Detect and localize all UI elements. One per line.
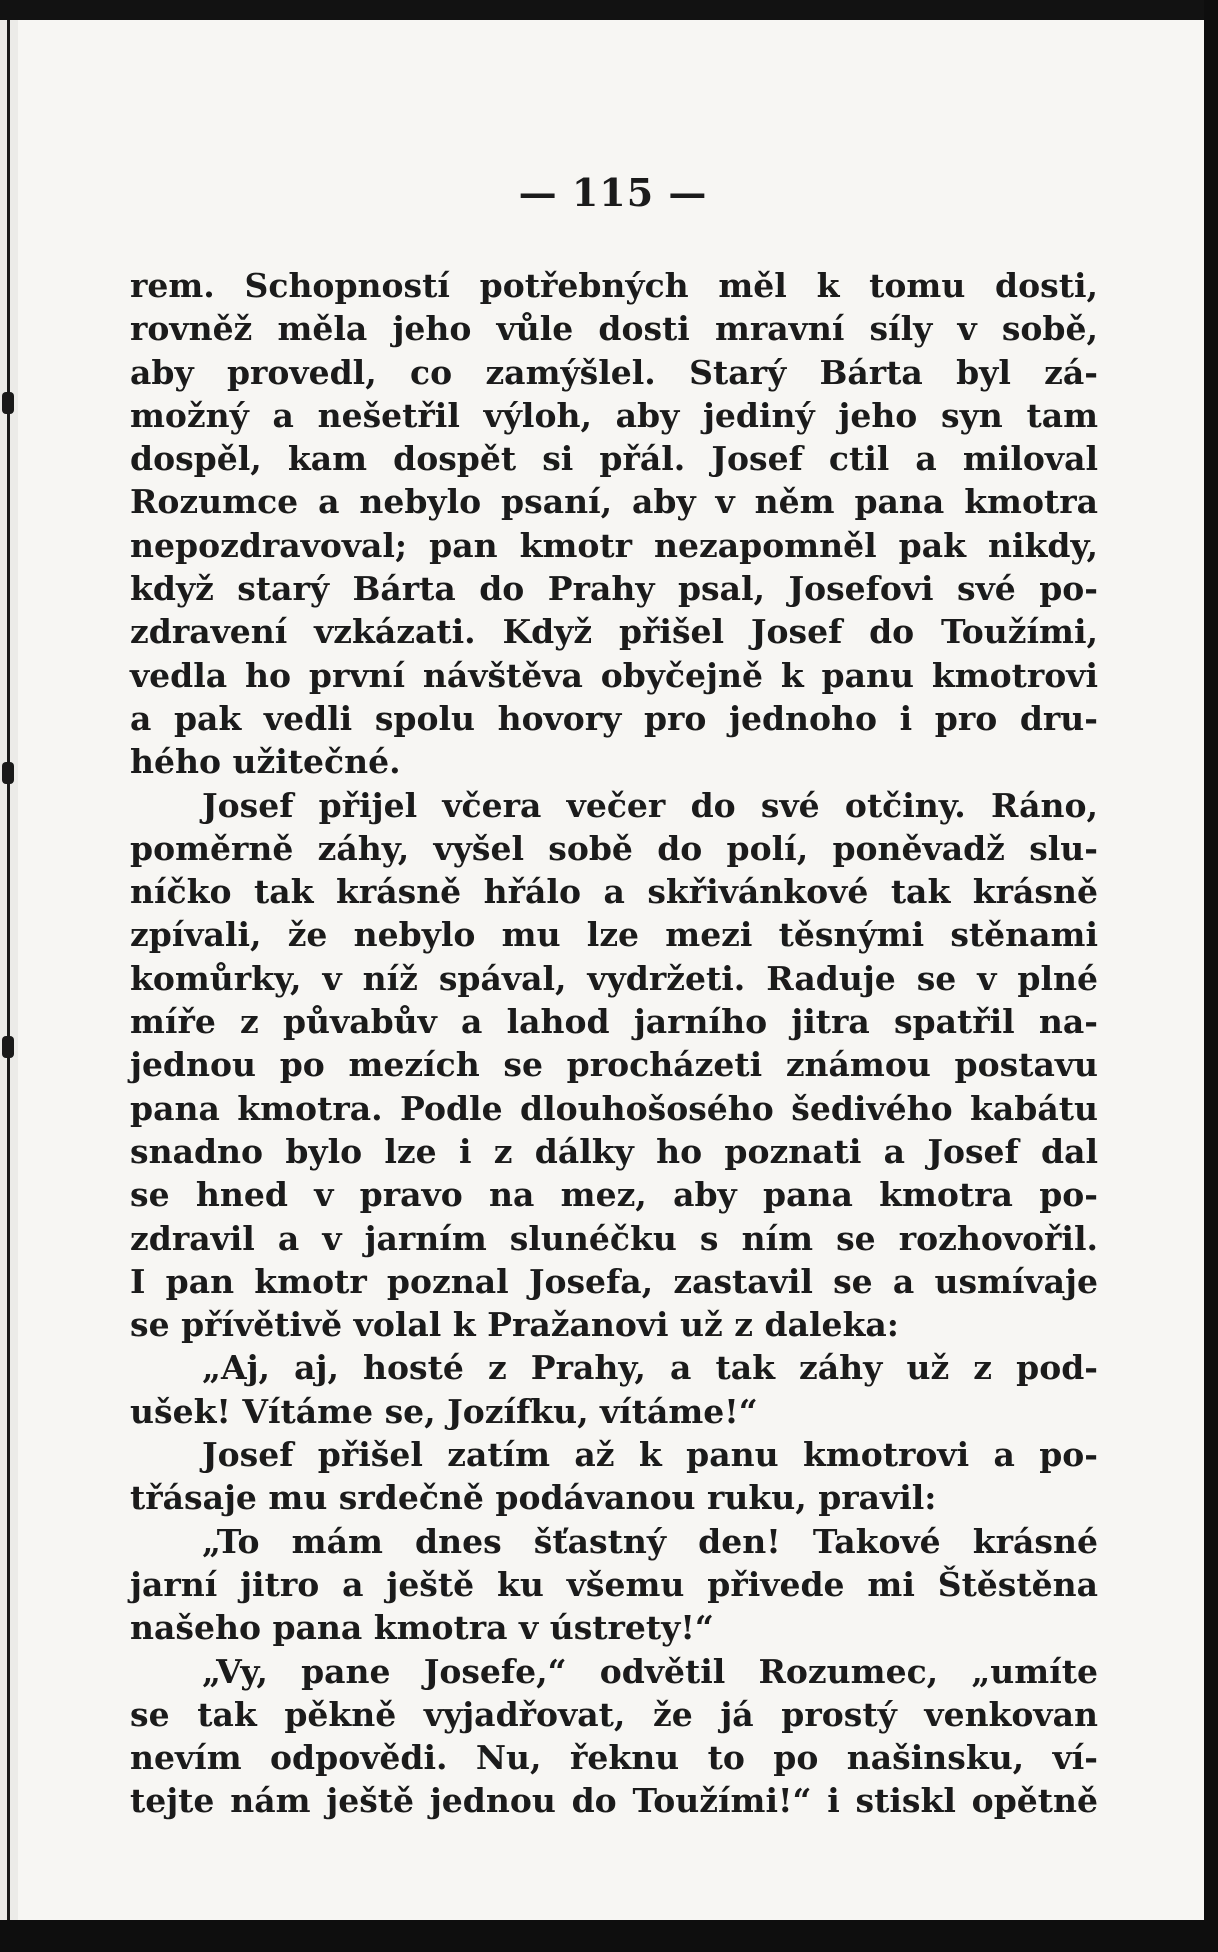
text-line: když starý Bárta do Prahy psal, Josefovi své po- (130, 569, 1098, 609)
text-line: zdravil a v jarním slunéčku s ním se rozhovořil. (130, 1218, 1098, 1258)
text-line: Josef přijel včera večer do své otčiny. Ráno, (202, 785, 1098, 825)
text-line: Rozumce a nebylo psaní, aby v něm pana kmotra (130, 482, 1098, 522)
text-line: a pak vedli spolu hovory pro jednoho i pro dru- (130, 698, 1098, 738)
text-line: míře z půvabův a lahod jarního jitra spatřil na- (130, 1002, 1098, 1042)
text-line: třásaje mu srdečně podávanou ruku, pravil: (130, 1478, 937, 1518)
text-line: zpívali, že nebylo mu lze mezi těsnými stěnami (130, 915, 1098, 955)
text-line: se tak pěkně vyjadřovat, že já prostý venkovan (130, 1694, 1098, 1734)
binding-rule (7, 20, 10, 1952)
text-line: Josef přišel zatím až k panu kmotrovi a po- (202, 1435, 1098, 1475)
scan-border-bottom (0, 1920, 1218, 1952)
text-line: jarní jitro a ještě ku všemu přivede mi Štěstěna (130, 1564, 1098, 1604)
binding-mark (2, 392, 14, 414)
text-line: aby provedl, co zamýšlel. Starý Bárta byl zá- (130, 352, 1098, 392)
text-line: možný a nešetřil výloh, aby jediný jeho syn tam (130, 395, 1098, 435)
binding-mark (2, 1036, 14, 1058)
text-line: jednou po mezích se procházeti známou postavu (130, 1045, 1098, 1085)
text-line: rovněž měla jeho vůle dosti mravní síly v sobě, (130, 309, 1098, 349)
paper-sheet (18, 20, 1208, 1920)
text-line: se přívětivě volal k Pražanovi už z daleka: (130, 1305, 899, 1345)
text-line: komůrky, v níž spával, vydržeti. Raduje se v plné (130, 958, 1098, 998)
text-line: nepozdravoval; pan kmotr nezapomněl pak nikdy, (130, 525, 1098, 565)
text-line: pana kmotra. Podle dlouhošosého šedivého kabátu (130, 1088, 1098, 1128)
text-line: I pan kmotr poznal Josefa, zastavil se a usmívaje (130, 1261, 1098, 1301)
text-line: tejte nám ještě jednou do Toužími!“ i stiskl opětně (130, 1781, 1098, 1821)
page-number: — 115 — (518, 170, 708, 215)
text-line: poměrně záhy, vyšel sobě do polí, poněvadž slu- (130, 828, 1098, 868)
text-line: snadno bylo lze i z dálky ho poznati a Josef dal (130, 1131, 1098, 1171)
text-line: našeho pana kmotra v ústrety!“ (130, 1608, 714, 1648)
text-line: hého užitečné. (130, 742, 401, 782)
text-line: „Aj, aj, hosté z Prahy, a tak záhy už z pod- (202, 1348, 1098, 1388)
text-line: dospěl, kam dospět si přál. Josef ctil a miloval (130, 439, 1098, 479)
text-line: se hned v pravo na mez, aby pana kmotra po- (130, 1175, 1098, 1215)
text-line: zdravení vzkázati. Když přišel Josef do Toužími, (130, 612, 1098, 652)
binding-edge (0, 20, 18, 1952)
text-line: nevím odpovědi. Nu, řeknu to po našinsku, ví- (130, 1738, 1098, 1778)
text-line: níčko tak krásně hřálo a skřivánkové tak krásně (130, 872, 1098, 912)
text-line: „Vy, pane Josefe,“ odvětil Rozumec, „umíte (202, 1651, 1098, 1691)
body-text (130, 264, 1098, 1823)
binding-mark (2, 762, 14, 784)
text-line: vedla ho první návštěva obyčejně k panu kmotrovi (130, 655, 1098, 695)
text-line: ušek! Vítáme se, Jozífku, vítáme!“ (130, 1391, 758, 1431)
text-line: „To mám dnes šťastný den! Takové krásné (202, 1521, 1098, 1561)
scan-border-right (1204, 0, 1218, 1952)
text-line: rem. Schopností potřebných měl k tomu dosti, (130, 266, 1098, 305)
